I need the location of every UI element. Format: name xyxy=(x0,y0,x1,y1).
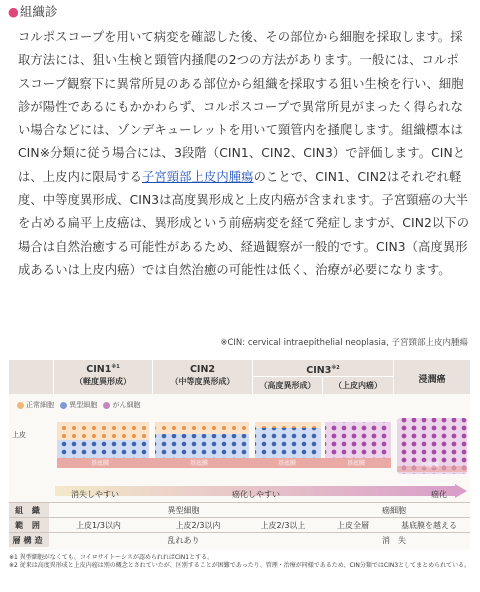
row-structure xyxy=(9,533,470,548)
basal-label-4: 基底膜 xyxy=(347,460,366,467)
header-blank xyxy=(9,360,54,394)
section-heading xyxy=(8,2,57,20)
figure-footnotes xyxy=(9,554,471,569)
cin-figure xyxy=(9,360,470,550)
heading-title: 組織診 xyxy=(19,4,58,19)
cin2-title: CIN2 xyxy=(189,364,216,375)
cin3-title: CIN3 xyxy=(306,365,332,377)
cin1-title: CIN1 xyxy=(86,364,112,376)
cell-cancer: 癌細胞 xyxy=(318,503,470,518)
row-head-tissue: 組 織 xyxy=(9,503,49,518)
cin3-sub1: （高度異形成） xyxy=(253,377,323,394)
basal-label-3: 基底膜 xyxy=(278,460,297,467)
cin3-sup: ※2 xyxy=(331,365,340,371)
header-cin3 xyxy=(253,360,393,377)
cin1-sup: ※1 xyxy=(111,364,120,370)
cin-note: ※CIN: cervical intraepithelial neoplasia, 子宮頸部上皮内腫瘍 xyxy=(220,338,468,348)
cell-disorder: 乱れあり xyxy=(49,533,318,548)
paragraph-part2: のことで、CIN1、CIN2はそれぞれ軽度、中等度異形成、CIN3は高度異形成と上皮内癌が含まれます。子宮頸癌の大半を占める扁平上皮癌は、異形成という前癌病変を経て発症しますが、CIN2以下の場合は自然治癒する可能性があるため、経過観察が一般的です。CIN3（高度異形成あるいは上皮内癌）では自然治癒の可能性は低く、治療が必要になります。 xyxy=(18,169,470,277)
cell-atypical: 異型細胞 xyxy=(49,503,318,518)
cin-link[interactable]: 子宮頸部上皮内腫瘍 xyxy=(141,169,254,184)
arrow-right-label: 癌化 xyxy=(431,490,447,499)
cin3-sub2: （上皮内癌） xyxy=(323,377,393,394)
bullet-icon: ● xyxy=(8,4,19,19)
cell-loss: 消 失 xyxy=(318,533,470,548)
cell-range-2: 上皮2/3以内 xyxy=(148,518,248,533)
legend-normal: 正常細胞 xyxy=(26,401,54,409)
header-cin2 xyxy=(153,360,253,394)
basal-label-5: 基底膜 xyxy=(421,462,440,469)
cell-range-5: 基底膜を越える xyxy=(388,518,470,533)
cin1-sub: （軽度異形成） xyxy=(75,377,131,387)
epithelium-label: 上皮 xyxy=(12,431,26,439)
cell-range-1: 上皮1/3以内 xyxy=(49,518,148,533)
arrow-mid-label: 癌化しやすい xyxy=(232,490,280,499)
row-head-range: 範 囲 xyxy=(9,518,49,533)
invasive-title: 浸潤癌 xyxy=(418,375,446,385)
cin-table xyxy=(9,502,470,547)
body-paragraph xyxy=(18,26,470,282)
row-tissue xyxy=(9,503,470,518)
row-range xyxy=(9,518,470,533)
tissue-illustration xyxy=(9,408,470,480)
row-head-structure: 層構造 xyxy=(9,533,49,548)
legend-atypical: 異型細胞 xyxy=(69,401,98,409)
basal-label-1: 基底膜 xyxy=(91,460,110,467)
cin2-sub: （中等度異形成） xyxy=(170,377,235,386)
cell-range-4: 上皮全層 xyxy=(318,518,388,533)
arrow-left-label: 消失しやすい xyxy=(71,490,119,499)
paragraph-part1: コルポスコープを用いて病変を確認した後、その部位から細胞を採取します。採取方法には、狙い生検と頸管内掻爬の2つの方法があります。一般には、コルポスコープ観察下に異常所見のある部位から組織を採取する狙い生検を行い、細胞診が陽性であるにもかかわらず、コルポスコープで異常所見がまったく得られない場合などには、ゾンデキューレットを用いて頸管内を掻爬します。組織標本はCIN※分類に従う場合には、3段階（CIN1、CIN2、CIN3）で評価します。CINとは、上皮内に限局する xyxy=(18,30,466,184)
header-cin1 xyxy=(54,360,153,394)
footnote-1: ※1 異型細胞がなくても、コイロサイトーシスが認められればCIN1とする。 xyxy=(9,554,214,561)
footnote-2: ※2 従来は高度異形成と上皮内癌は別の概念とされていたが、区別することが困難であったり、管理・治療が同様であるため、CIN分類ではCIN3としてまとめられている。 xyxy=(9,561,471,569)
header-invasive xyxy=(394,360,470,394)
basal-label-2: 基底膜 xyxy=(190,460,209,467)
cell-range-3: 上皮2/3以上 xyxy=(248,518,318,533)
legend-cancer: がん細胞 xyxy=(112,401,141,409)
